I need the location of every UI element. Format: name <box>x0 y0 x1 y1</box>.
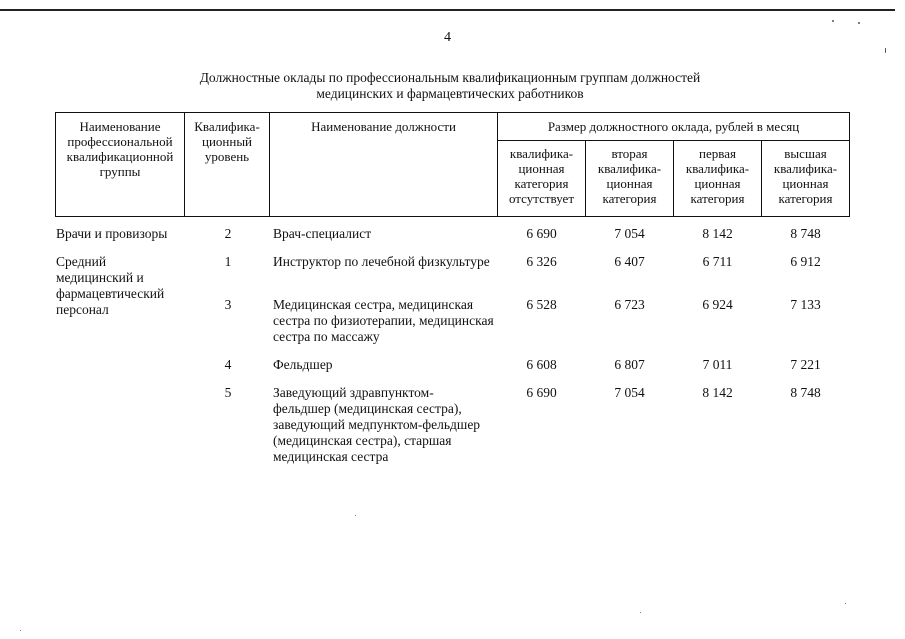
scan-speck <box>640 612 641 613</box>
row-group: Врачи и провизоры <box>56 226 168 241</box>
top-rule <box>0 9 895 11</box>
scan-speck <box>885 48 886 53</box>
scan-speck <box>20 630 21 631</box>
row-salary-highest: 6 912 <box>790 254 821 269</box>
row-position: Врач-специалист <box>273 226 372 241</box>
row-salary-highest: 7 221 <box>790 357 821 372</box>
header-salary: Размер должностного оклада, рублей в месяц <box>497 112 850 141</box>
row-salary-none: 6 326 <box>526 254 557 269</box>
header-category-second: вторая квалифика-ционная категория <box>585 140 674 217</box>
row-salary-none: 6 608 <box>526 357 557 372</box>
row-salary-first: 6 711 <box>702 254 733 269</box>
row-salary-second: 6 723 <box>614 297 645 312</box>
row-salary-none: 6 690 <box>526 385 557 400</box>
scan-speck <box>832 20 834 22</box>
row-salary-none: 6 690 <box>526 226 557 241</box>
row-salary-second: 6 407 <box>614 254 645 269</box>
page-number: 4 <box>444 30 451 45</box>
row-position: Инструктор по лечебной физкультуре <box>273 254 490 269</box>
row-salary-first: 8 142 <box>702 385 733 400</box>
title-line-1: Должностные оклады по профессиональным квалификационным группам должностей <box>199 70 701 85</box>
row-level: 5 <box>224 385 232 400</box>
row-salary-first: 7 011 <box>702 357 733 372</box>
row-salary-highest: 7 133 <box>790 297 821 312</box>
row-level: 4 <box>224 357 232 372</box>
row-salary-second: 7 054 <box>614 226 645 241</box>
row-salary-highest: 8 748 <box>790 385 821 400</box>
row-position: Медицинская сестра, медицинская сестра по физиотерапии, медицинская сестра по массажу <box>273 297 494 344</box>
row-salary-second: 6 807 <box>614 357 645 372</box>
row-salary-none: 6 528 <box>526 297 557 312</box>
scan-speck <box>858 22 860 24</box>
document-title <box>120 70 780 102</box>
row-salary-second: 7 054 <box>614 385 645 400</box>
header-category-highest: высшая квалифика-ционная категория <box>761 140 850 217</box>
header-group: Наименование профессиональной квалификационной группы <box>55 112 185 217</box>
header-level: Квалифика-ционный уровень <box>184 112 270 217</box>
scan-speck <box>845 603 846 604</box>
row-salary-first: 8 142 <box>702 226 733 241</box>
header-category-none: квалифика-ционная категория отсутствует <box>497 140 586 217</box>
row-position: Фельдшер <box>273 357 333 372</box>
row-group: Средний медицинский и фармацевтический персонал <box>56 254 165 317</box>
row-level: 2 <box>224 226 232 241</box>
header-position: Наименование должности <box>269 112 498 217</box>
row-salary-first: 6 924 <box>702 297 733 312</box>
header-category-first: первая квалифика-ционная категория <box>673 140 762 217</box>
scan-speck <box>355 515 356 516</box>
row-level: 1 <box>224 254 232 269</box>
row-level: 3 <box>224 297 232 312</box>
row-salary-highest: 8 748 <box>790 226 821 241</box>
row-position: Заведующий здравпунктом-фельдшер (медицинская сестра), заведующий медпунктом-фельдшер (медицинская сестра), старшая медицинская сестра <box>273 385 481 464</box>
title-line-2: медицинских и фармацевтических работников <box>316 86 584 101</box>
